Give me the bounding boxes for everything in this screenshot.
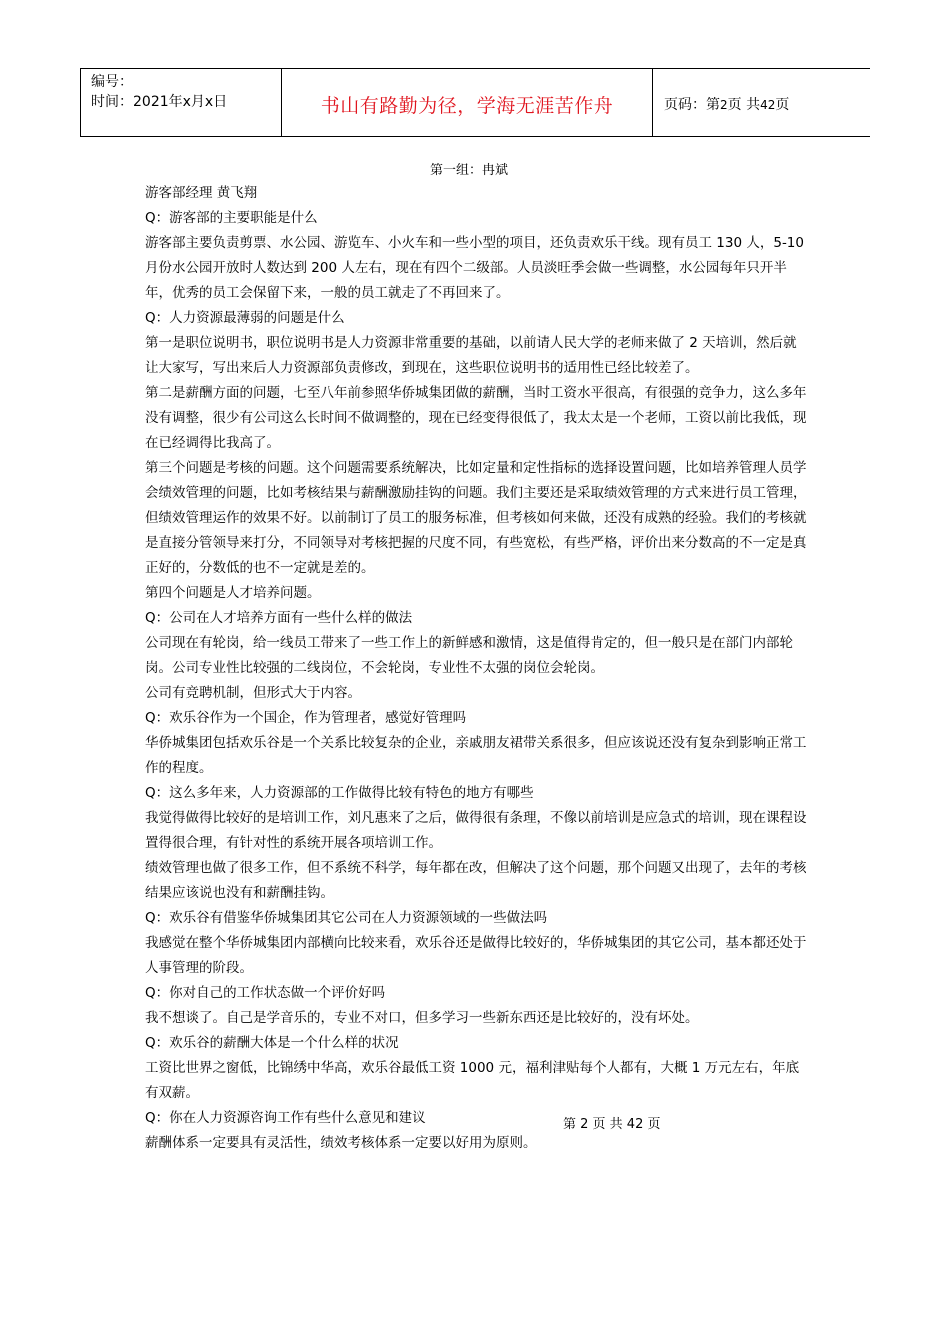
paragraph: 游客部经理 黄飞翔 (145, 185, 258, 201)
section-title: 第一组：冉斌 (430, 163, 509, 178)
paragraph: 公司有竞聘机制，但形式大于内容。 (145, 685, 361, 701)
header-meta-cell (80, 69, 282, 136)
header-page-info (664, 94, 789, 114)
paragraph: 我不想谈了。自己是学音乐的，专业不对口，但多学习一些新东西还是比较好的，没有坏处。 (145, 1010, 699, 1026)
header-motto: 书山有路勤为径，学海无涯苦作舟 (320, 95, 614, 117)
page-suffix: 页 (775, 97, 790, 113)
page-footer: 第 2 页 共 42 页 (563, 1117, 661, 1132)
paragraph: Q：游客部的主要职能是什么 (145, 210, 318, 226)
paragraph: 工资比世界之窗低，比锦绣中华高，欢乐谷最低工资 1000 元，福利津贴每个人都有，大概 1 万元左右，年底有双薪。 (145, 1060, 800, 1101)
paragraph: 第三个问题是考核的问题。这个问题需要系统解决，比如定量和定性指标的选择设置问题，比如培养管理人员学会绩效管理的问题，比如考核结果与薪酬激励挂钩的问题。我们主要还是采取绩效管理的方式来进行员工管理，但绩效管理运作的效果不好。以前制订了员工的服务标准，但考核如何来做，还没有成熟的经验。我们的考核就是直接分管领导来打分，不同领导对考核把握的尺度不同，有些宽松，有些严格，评价出来分数高的不一定是真正好的，分数低的也不一定就是差的。 (145, 460, 807, 576)
paragraph: Q：人力资源最薄弱的问题是什么 (145, 310, 345, 326)
paragraph: 第四个问题是人才培养问题。 (145, 585, 321, 601)
page-header (80, 68, 870, 137)
paragraph: 公司现在有轮岗，给一线员工带来了一些工作上的新鲜感和激情，这是值得肯定的，但一般只是在部门内部轮岗。公司专业性比较强的二线岗位，不会轮岗，专业性不太强的岗位会轮岗。 (145, 635, 793, 676)
header-page-cell (653, 69, 870, 136)
page-number: 2 (720, 98, 728, 112)
page-total: 42 (760, 98, 776, 112)
paragraph: Q：欢乐谷的薪酬大体是一个什么样的状况 (145, 1035, 399, 1051)
paragraph: 第二是薪酬方面的问题，七至八年前参照华侨城集团做的薪酬，当时工资水平很高，有很强的竞争力，这么多年没有调整，很少有公司这么长时间不做调整的，现在已经变得很低了，我太太是一个老师，工资以前比我低，现在已经调得比我高了。 (145, 385, 807, 451)
paragraph: Q：你对自己的工作状态做一个评价好吗 (145, 985, 386, 1001)
page-mid: 页 共 (727, 97, 761, 113)
paragraph: Q：公司在人才培养方面有一些什么样的做法 (145, 610, 413, 626)
paragraph: 我感觉在整个华侨城集团内部横向比较来看，欢乐谷还是做得比较好的，华侨城集团的其它公司，基本都还处于人事管理的阶段。 (145, 935, 807, 976)
paragraph: 我觉得做得比较好的是培训工作，刘凡惠来了之后，做得很有条理，不像以前培训是应急式的培训，现在课程设置得很合理，有针对性的系统开展各项培训工作。 (145, 810, 807, 851)
page-prefix: 页码：第 (664, 97, 720, 113)
paragraph: Q：欢乐谷作为一个国企，作为管理者，感觉好管理吗 (145, 710, 467, 726)
document-number-label: 编号： (91, 74, 133, 90)
paragraph: 绩效管理也做了很多工作，但不系统不科学，每年都在改，但解决了这个问题，那个问题又出现了，去年的考核结果应该说也没有和薪酬挂钩。 (145, 860, 807, 901)
paragraph: 华侨城集团包括欢乐谷是一个关系比较复杂的企业，亲戚朋友裙带关系很多，但应该说还没有复杂到影响正常工作的程度。 (145, 735, 807, 776)
header-motto-cell (282, 69, 653, 136)
paragraph: Q：你在人力资源咨询工作有些什么意见和建议 (145, 1110, 426, 1126)
paragraph: Q：欢乐谷有借鉴华侨城集团其它公司在人力资源领域的一些做法吗 (145, 910, 548, 926)
paragraph: 第一是职位说明书，职位说明书是人力资源非常重要的基础，以前请人民大学的老师来做了 2 天培训，然后就让大家写，写出来后人力资源部负责修改，到现在，这些职位说明书的适用性已经比较差了。 (145, 335, 797, 376)
paragraph: 薪酬体系一定要具有灵活性，绩效考核体系一定要以好用为原则。 (145, 1135, 537, 1151)
document-time-label: 时间：2021年x月x日 (91, 94, 228, 110)
paragraph: Q：这么多年来，人力资源部的工作做得比较有特色的地方有哪些 (145, 785, 534, 801)
paragraph: 游客部主要负责剪票、水公园、游览车、小火车和一些小型的项目，还负责欢乐干线。现有员工 130 人，5-10 月份水公园开放时人数达到 200 人左右，现在有四个二级部。人员淡旺季会做一些调整，水公园每年只开半年，优秀的员工会保留下来，一般的员工就走了不再回来了。 (145, 235, 804, 301)
